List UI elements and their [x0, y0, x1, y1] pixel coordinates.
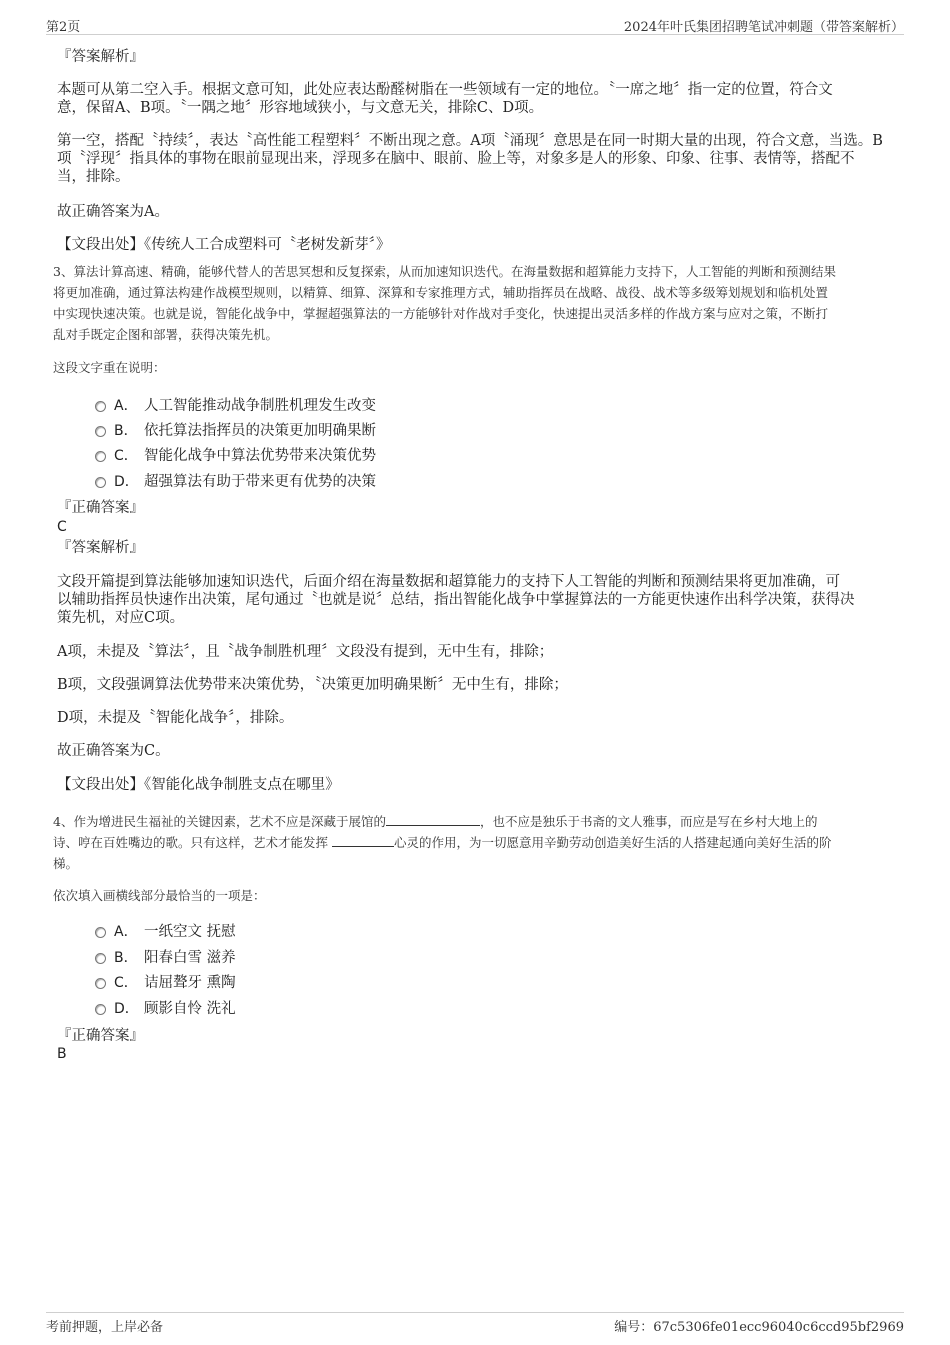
- q4-option-a[interactable]: [95, 920, 236, 941]
- q4-stem: [53, 811, 893, 874]
- q3-stem-line1: 3、算法计算高速、精确，能够代替人的苦思冥想和反复探索，从而加速知识迭代。在海量数据和超算能力支持下，人工智能的判断和预测结果: [53, 264, 836, 279]
- q2-conclusion: 故正确答案为A。: [57, 204, 169, 220]
- q3-answer-label: 『正确答案』: [57, 500, 144, 516]
- option-letter: D．: [114, 1000, 139, 1017]
- radio-icon[interactable]: [95, 927, 106, 938]
- q2-analysis-para2: [57, 132, 887, 186]
- option-text: 顾影自怜 洗礼: [144, 1001, 236, 1017]
- q4-option-d[interactable]: [95, 997, 236, 1018]
- option-letter: C．: [114, 974, 138, 991]
- q3-option-a[interactable]: [95, 394, 376, 415]
- q3-stem: [53, 261, 893, 345]
- q4-answer: B: [57, 1046, 67, 1062]
- page-footer: [46, 1312, 904, 1337]
- q3-note-d: D项，未提及〝智能化战争〞，排除。: [57, 710, 294, 726]
- q3-analysis-para: [57, 573, 887, 627]
- footer-doc-id: 编号：67c5306fe01ecc96040c6ccd95bf2969: [614, 1320, 904, 1335]
- option-letter: A．: [114, 923, 138, 940]
- q3-analysis-label: 『答案解析』: [57, 540, 144, 556]
- q2-analysis-para1: [57, 81, 887, 117]
- q4-option-c[interactable]: [95, 971, 236, 992]
- option-letter: B．: [114, 422, 138, 439]
- blank-1: [386, 813, 480, 826]
- option-text: 智能化战争中算法优势带来决策优势: [144, 448, 376, 464]
- q4-stem-text: 心灵的作用，为一切愿意用辛勤劳动创造美好生活的人搭建起通向美好生活的阶: [394, 835, 832, 850]
- q2-para1-line1: 本题可从第二空入手。根据文意可知，此处应表达酚醛树脂在一些领域有一定的地位。〝一席之地〞指一定的位置，符合文: [57, 82, 833, 98]
- q2-para2-line2: 项〝浮现〞指具体的事物在眼前显现出来，浮现多在脑中、眼前、脸上等，对象多是人的形象、印象、往事、表情等，搭配不: [57, 151, 855, 167]
- q3-stem-line2: 将更加准确，通过算法构建作战模型规则，以精算、细算、深算和专家推理方式，辅助指挥员在战略、战役、战术等多级筹划规划和临机处置: [53, 285, 829, 300]
- q3-conclusion: 故正确答案为C。: [57, 743, 170, 759]
- q4-prompt: 依次填入画横线部分最恰当的一项是：: [53, 888, 266, 903]
- radio-icon[interactable]: [95, 426, 106, 437]
- option-text: 超强算法有助于带来更有优势的决策: [144, 474, 376, 490]
- radio-icon[interactable]: [95, 477, 106, 488]
- q2-analysis-label: 『答案解析』: [57, 49, 144, 65]
- q3-prompt: 这段文字重在说明：: [53, 360, 166, 375]
- q3-answer: C: [57, 519, 67, 535]
- option-text: 诘屈聱牙 熏陶: [144, 975, 236, 991]
- q3-note-b: B项，文段强调算法优势带来决策优势，〝决策更加明确果断〞无中生有，排除；: [57, 677, 568, 693]
- q3-stem-line3: 中实现快速决策。也就是说，智能化战争中，掌握超强算法的一方能够针对作战对手变化，快速提出灵活多样的作战方案与应对之策，不断打: [53, 306, 829, 321]
- footer-slogan: 考前押题，上岸必备: [46, 1320, 164, 1335]
- q4-stem-text: ，也不应是独乐于书斋的文人雅事，而应是写在乡村大地上的: [479, 814, 818, 829]
- option-letter: A．: [114, 397, 138, 414]
- q3-option-b[interactable]: [95, 419, 376, 440]
- q4-option-b[interactable]: [95, 946, 236, 967]
- option-letter: B．: [114, 949, 138, 966]
- radio-icon[interactable]: [95, 978, 106, 989]
- option-letter: D．: [114, 473, 139, 490]
- option-text: 阳春白雪 滋养: [144, 950, 236, 966]
- option-text: 人工智能推动战争制胜机理发生改变: [144, 398, 376, 414]
- q2-para2-line1: 第一空，搭配〝持续〞，表达〝高性能工程塑料〞不断出现之意。A项〝涌现〞意思是在同一时期大量的出现，符合文意，当选。B: [57, 133, 883, 149]
- page-header: [46, 14, 904, 35]
- option-letter: C．: [114, 447, 138, 464]
- q3-source: 【文段出处】《智能化战争制胜支点在哪里》: [57, 777, 340, 793]
- radio-icon[interactable]: [95, 1004, 106, 1015]
- option-text: 依托算法指挥员的决策更加明确果断: [144, 423, 376, 439]
- q4-stem-text: 4、作为增进民生福祉的关键因素，艺术不应是深藏于展馆的: [53, 814, 386, 829]
- q3-analysis-line2: 以辅助指挥员快速作出决策，尾句通过〝也就是说〞总结，指出智能化战争中掌握算法的一方能更快速作出科学决策，获得决: [57, 592, 855, 608]
- page-number: 第2页: [46, 20, 81, 35]
- q2-para2-line3: 当，排除。: [57, 169, 130, 185]
- radio-icon[interactable]: [95, 953, 106, 964]
- q4-answer-label: 『正确答案』: [57, 1028, 144, 1044]
- blank-2: [332, 834, 394, 847]
- q3-analysis-line1: 文段开篇提到算法能够加速知识迭代，后面介绍在海量数据和超算能力的支持下人工智能的判断和预测结果将更加准确，可: [57, 574, 840, 590]
- radio-icon[interactable]: [95, 401, 106, 412]
- radio-icon[interactable]: [95, 451, 106, 462]
- q4-stem-line2: [53, 832, 893, 853]
- q4-stem-line1: [53, 811, 893, 832]
- q4-stem-line3: 梯。: [53, 856, 79, 871]
- q2-para1-line2: 意，保留A、B项。〝一隅之地〞形容地域狭小，与文意无关，排除C、D项。: [57, 100, 544, 116]
- q3-stem-line4: 乱对手既定企图和部署，获得决策先机。: [53, 327, 279, 342]
- q3-option-d[interactable]: [95, 470, 376, 491]
- document-title: 2024年叶氏集团招聘笔试冲刺题（带答案解析）: [623, 20, 904, 35]
- q4-stem-text: 诗、哼在百姓嘴边的歌。只有这样，艺术才能发挥: [53, 835, 329, 850]
- option-text: 一纸空文 抚慰: [144, 924, 236, 940]
- q3-option-c[interactable]: [95, 444, 376, 465]
- q2-source: 【文段出处】《传统人工合成塑料可〝老树发新芽〞》: [57, 237, 391, 253]
- q3-analysis-line3: 策先机，对应C项。: [57, 610, 185, 626]
- q3-note-a: A项，未提及〝算法〞，且〝战争制胜机理〞文段没有提到，无中生有，排除；: [57, 644, 554, 660]
